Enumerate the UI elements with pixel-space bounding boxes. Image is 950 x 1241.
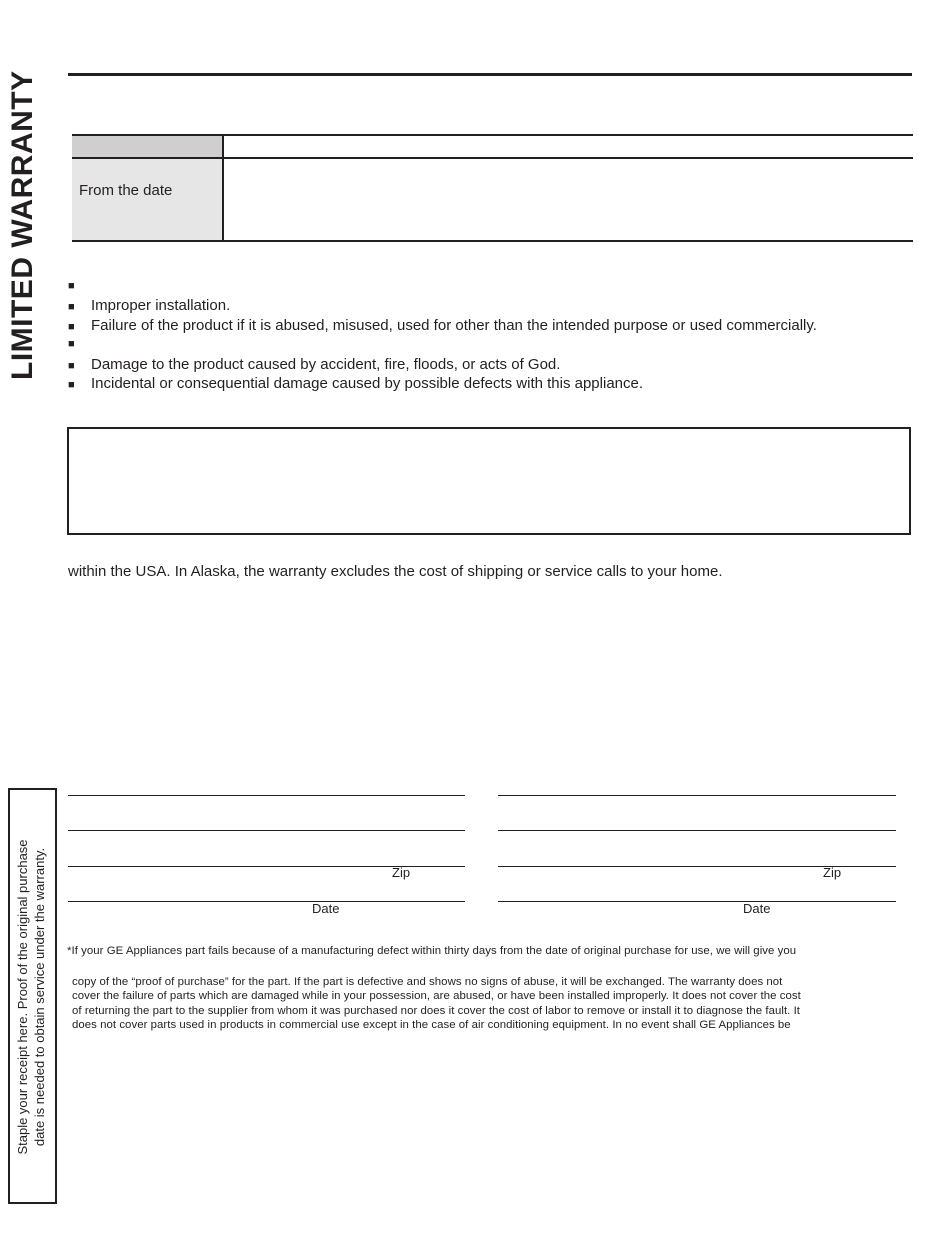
bullet-icon: ■ [68,320,75,333]
form-line[interactable] [498,795,896,796]
bullet-icon: ■ [68,359,75,372]
staple-instructions: Staple your receipt here. Proof of the original purchase date is needed to obtain service under the warranty. [15,839,47,1155]
bullet-icon: ■ [68,280,75,292]
bullet-icon: ■ [68,301,75,314]
limited-warranty-title: LIMITED WARRANTY [6,70,39,380]
table-column-divider [222,134,224,242]
zip-label: Zip [392,865,411,880]
form-line[interactable] [498,830,896,831]
date-label: Date [312,901,340,916]
list-item: ■ Improper installation. [68,296,928,315]
fine-print-first-line: *If your GE Appliances part fails because of a manufacturing defect within thirty days from the date of original purchase for use, we will give you [67,945,797,957]
bullet-icon: ■ [68,378,75,391]
form-line[interactable] [498,901,896,902]
bullet-icon: ■ [68,338,75,351]
table-header-divider [72,157,913,159]
list-item [68,277,928,296]
table-bottom-border [72,240,913,242]
date-label: Date [743,901,771,916]
warranty-period-label: From the date [79,182,173,199]
notice-box [67,427,911,535]
form-line[interactable] [68,795,465,796]
zip-label: Zip [823,865,842,880]
list-item: ■ Failure of the product if it is abused, misused, used for other than the intended purpose or used commercially. [68,316,928,335]
table-top-border [72,134,913,136]
fine-print-paragraph: copy of the “proof of purchase” for the part. If the part is defective and shows no signs of abuse, it will be exchanged. The warranty does not cover the failure of parts which are damaged while in your possession, are abused, or have been installed improperly. It does not cover the cost of returning the part to the supplier from whom it was purchased nor does it cover the cost of labor to remove or install it to diagnose the fault. It does not cover parts used in products in commercial use except in the case of air conditioning equipment. In no event shall GE Appliances be [72,976,801,1032]
list-item: ■ Incidental or consequential damage caused by possible defects with this appliance. [68,374,928,393]
list-item: ■ Damage to the product caused by accident, fire, floods, or acts of God. [68,355,928,374]
table-header-cell [72,136,222,158]
form-line[interactable] [68,901,465,902]
alaska-note: within the USA. In Alaska, the warranty excludes the cost of shipping or service calls to your home. [68,563,723,580]
list-item [68,335,928,354]
warranty-table [72,134,913,242]
top-rule [68,73,912,76]
exclusions-list [68,277,928,393]
form-line[interactable] [68,830,465,831]
